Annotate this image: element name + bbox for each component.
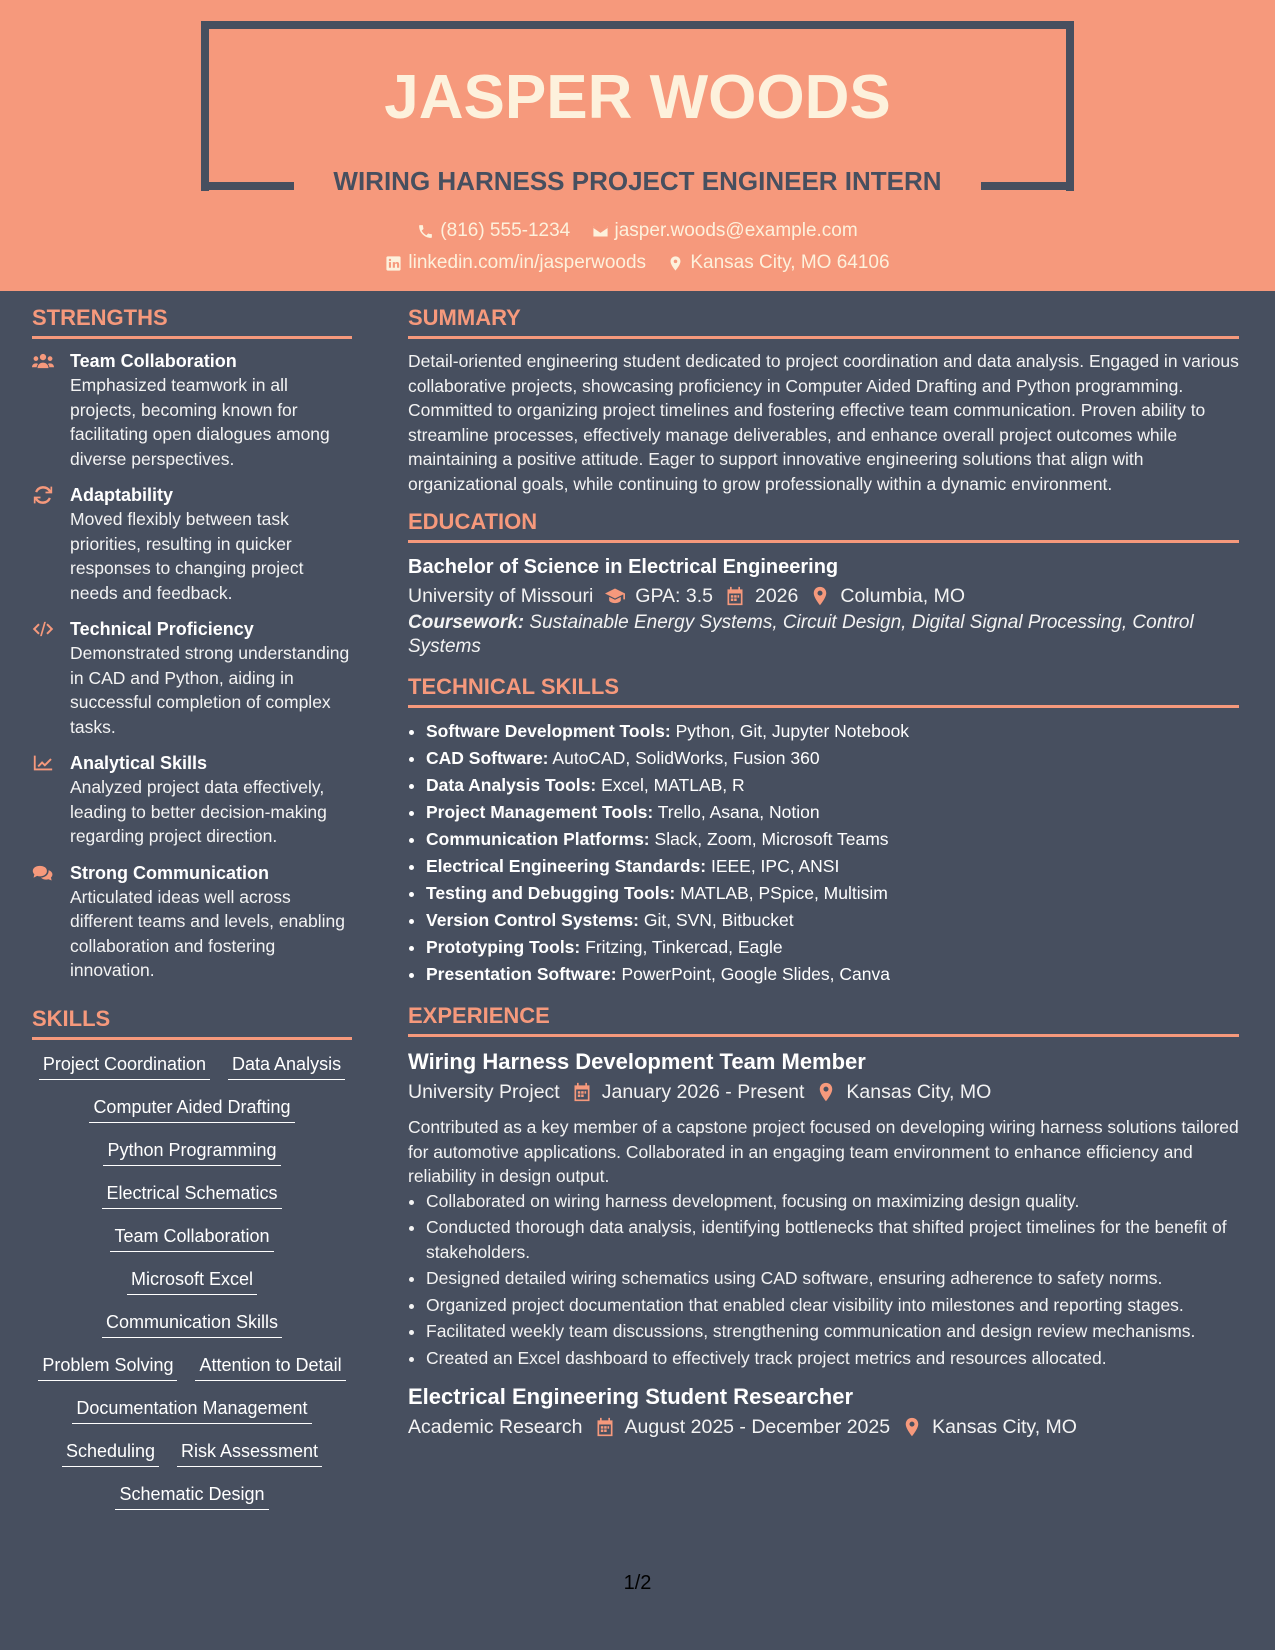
- email-text: jasper.woods@example.com: [614, 220, 858, 241]
- graduation-year: 2026: [754, 585, 799, 607]
- job-title: Electrical Engineering Student Researcher: [408, 1384, 854, 1409]
- tech-skill-value: Python, Git, Jupyter Notebook: [675, 721, 910, 741]
- experience-heading: EXPERIENCE: [408, 1002, 1239, 1037]
- contact-location: [667, 252, 889, 274]
- list-item: • Created an Excel dashboard to effectively track project metrics and resources allocated.: [426, 1346, 1239, 1371]
- tech-skill-value: Git, SVN, Bitbucket: [643, 910, 794, 930]
- technical-skills-list: [408, 718, 1239, 988]
- skill-tag: Data Analysis: [228, 1052, 345, 1080]
- list-item: • Designed detailed wiring schematics using CAD software, ensuring adherence to safety norms.: [426, 1266, 1239, 1291]
- school-location: Columbia, MO: [840, 585, 965, 607]
- job-description: Contributed as a key member of a capstone project focused on developing wiring harness solutions tailored for automotive applications. Collaborated in an engaging team environment to enhance efficiency and reliability in design output.: [408, 1117, 1239, 1186]
- skill-tag: Electrical Schematics: [102, 1181, 281, 1209]
- strength-title: Strong Communication: [70, 862, 269, 883]
- strengths-heading: STRENGTHS: [32, 304, 352, 339]
- strength-item: [32, 751, 352, 849]
- map-marker-icon: [667, 255, 684, 272]
- coursework: [408, 611, 1239, 659]
- skill-tag: Project Coordination: [39, 1052, 210, 1080]
- map-marker-icon: [810, 586, 830, 606]
- list-item: [426, 907, 1239, 934]
- tech-skill-label: Software Development Tools:: [426, 721, 671, 741]
- skill-tag: Risk Assessment: [177, 1439, 322, 1467]
- summary-heading: SUMMARY: [408, 304, 1239, 339]
- map-marker-icon: [816, 1082, 836, 1102]
- refresh-icon: [32, 485, 54, 505]
- skill-tag: Documentation Management: [72, 1396, 311, 1424]
- strength-item: [32, 861, 352, 983]
- list-item: • Organized project documentation that enabled clear visibility into milestones and reporting stages.: [426, 1293, 1239, 1318]
- strength-desc: Analyzed project data effectively, leading to better decision-making regarding project direction.: [70, 777, 327, 846]
- linkedin-icon: [385, 255, 402, 272]
- tech-skill-label: Prototyping Tools:: [426, 937, 581, 957]
- skills-list: [32, 1052, 352, 1510]
- strength-desc: Articulated ideas well across different teams and levels, enabling collaboration and fostering innovation.: [70, 886, 345, 980]
- tech-skill-value: MATLAB, PSpice, Multisim: [680, 883, 888, 903]
- tech-skill-value: Slack, Zoom, Microsoft Teams: [654, 829, 889, 849]
- strength-item: [32, 483, 352, 605]
- envelope-icon: [592, 223, 609, 240]
- map-marker-icon: [902, 1417, 922, 1437]
- education-meta: [408, 581, 1239, 611]
- list-item: [426, 826, 1239, 853]
- technical-skills-heading: TECHNICAL SKILLS: [408, 673, 1239, 708]
- chart-line-icon: [32, 753, 54, 773]
- tech-skill-label: Electrical Engineering Standards:: [426, 856, 707, 876]
- strength-title: Adaptability: [70, 485, 174, 505]
- skill-tag: Computer Aided Drafting: [89, 1095, 294, 1123]
- header-banner: [0, 0, 1275, 291]
- list-item: [426, 772, 1239, 799]
- strength-title: Team Collaboration: [70, 351, 237, 371]
- strength-desc: Demonstrated strong understanding in CAD and Python, aiding in successful completion of complex tasks.: [70, 643, 350, 737]
- tech-skill-value: PowerPoint, Google Slides, Canva: [621, 964, 890, 984]
- calendar-icon: [595, 1417, 615, 1437]
- gpa: GPA: 3.5: [635, 585, 713, 607]
- list-item: • Conducted thorough data analysis, identifying bottlenecks that shifted project timelines for the benefit of stakeholders.: [426, 1215, 1239, 1264]
- job-dates: January 2026 - Present: [601, 1081, 805, 1103]
- list-item: [426, 934, 1239, 961]
- skill-tag: Attention to Detail: [195, 1353, 345, 1381]
- skill-tag: Scheduling: [62, 1439, 159, 1467]
- coursework-list: Sustainable Energy Systems, Circuit Design, Digital Signal Processing, Control Systems: [408, 612, 1194, 657]
- list-item: [426, 745, 1239, 772]
- contact-row-1: [0, 220, 1275, 246]
- page-number: 1/2: [623, 1572, 652, 1594]
- code-icon: [32, 619, 54, 639]
- tech-skill-label: Data Analysis Tools:: [426, 775, 597, 795]
- tech-skill-label: Communication Platforms:: [426, 829, 650, 849]
- graduation-cap-icon: [605, 586, 625, 606]
- tech-skill-label: Version Control Systems:: [426, 910, 639, 930]
- comments-icon: [32, 863, 54, 883]
- tech-skill-value: Excel, MATLAB, R: [601, 775, 745, 795]
- job-meta: [408, 1077, 1239, 1107]
- job-title: Wiring Harness Development Team Member: [408, 1049, 866, 1074]
- calendar-icon: [572, 1082, 592, 1102]
- left-column: [32, 304, 352, 1525]
- phone-icon: [417, 223, 434, 240]
- job-location: Kansas City, MO: [932, 1416, 1077, 1438]
- contact-linkedin[interactable]: [385, 252, 646, 274]
- tech-skill-label: Presentation Software:: [426, 964, 617, 984]
- tech-skill-value: Trello, Asana, Notion: [657, 802, 820, 822]
- strength-desc: Moved flexibly between task priorities, resulting in quicker responses to changing project needs and feedback.: [70, 509, 304, 603]
- school-name: University of Missouri: [408, 585, 594, 607]
- tech-skill-value: AutoCAD, SolidWorks, Fusion 360: [552, 748, 820, 768]
- tech-skill-label: CAD Software:: [426, 748, 549, 768]
- strength-item: [32, 617, 352, 739]
- location-text: Kansas City, MO 64106: [690, 252, 890, 273]
- job-location: Kansas City, MO: [846, 1081, 992, 1103]
- skills-heading: SKILLS: [32, 1005, 352, 1040]
- users-icon: [32, 351, 54, 371]
- tech-skill-value: IEEE, IPC, ANSI: [710, 856, 840, 876]
- coursework-label: Coursework:: [408, 612, 525, 633]
- list-item: [426, 880, 1239, 907]
- job-dates: August 2025 - December 2025: [624, 1416, 891, 1438]
- calendar-icon: [725, 586, 745, 606]
- phone-text: (816) 555-1234: [440, 220, 571, 241]
- contact-row-2: [0, 252, 1275, 278]
- job-org: Academic Research: [408, 1416, 583, 1438]
- skill-tag: Schematic Design: [115, 1482, 268, 1510]
- list-item: [426, 961, 1239, 988]
- tech-skill-label: Testing and Debugging Tools:: [426, 883, 676, 903]
- skill-tag: Problem Solving: [38, 1353, 177, 1381]
- strength-item: [32, 349, 352, 471]
- education-heading: EDUCATION: [408, 508, 1239, 543]
- skill-tag: Microsoft Excel: [127, 1267, 257, 1295]
- contact-phone[interactable]: [417, 220, 570, 242]
- contact-email[interactable]: [592, 220, 858, 242]
- list-item: • Collaborated on wiring harness development, focusing on maximizing design quality.: [426, 1189, 1239, 1214]
- tech-skill-value: Fritzing, Tinkercad, Eagle: [585, 937, 783, 957]
- skill-tag: Python Programming: [103, 1138, 280, 1166]
- skill-tag: Team Collaboration: [110, 1224, 273, 1252]
- job-bullets: [408, 1189, 1239, 1371]
- strength-title: Technical Proficiency: [70, 619, 254, 639]
- right-column: [408, 304, 1239, 1442]
- list-item: • Facilitated weekly team discussions, strengthening communication and design review mechanisms.: [426, 1319, 1239, 1344]
- degree-title: Bachelor of Science in Electrical Engineering: [408, 556, 839, 578]
- strength-title: Analytical Skills: [70, 753, 208, 773]
- skill-tag: Communication Skills: [102, 1310, 282, 1338]
- job-meta: [408, 1412, 1239, 1442]
- linkedin-text: linkedin.com/in/jasperwoods: [408, 252, 647, 273]
- list-item: [426, 853, 1239, 880]
- list-item: [426, 718, 1239, 745]
- job-org: University Project: [408, 1081, 560, 1103]
- candidate-name: JASPER WOODS: [384, 63, 891, 132]
- tech-skill-label: Project Management Tools:: [426, 802, 654, 822]
- strength-desc: Emphasized teamwork in all projects, becoming known for facilitating open dialogues among diverse perspectives.: [70, 375, 330, 469]
- list-item: [426, 799, 1239, 826]
- summary-text: Detail-oriented engineering student dedicated to project coordination and data analysis. Engaged in various collaborative projects, showcasing proficiency in Computer Aided Drafting and Python programming. Committed to organizing project timelines and fostering effective team communication. Proven ability to streamline processes, effectively manage deliverables, and enhance overall project outcomes while maintaining a positive attitude. Eager to support innovative engineering solutions that align with organizational goals, while continuing to grow professionally within a dynamic environment.: [408, 351, 1239, 494]
- candidate-title: WIRING HARNESS PROJECT ENGINEER INTERN: [333, 166, 942, 196]
